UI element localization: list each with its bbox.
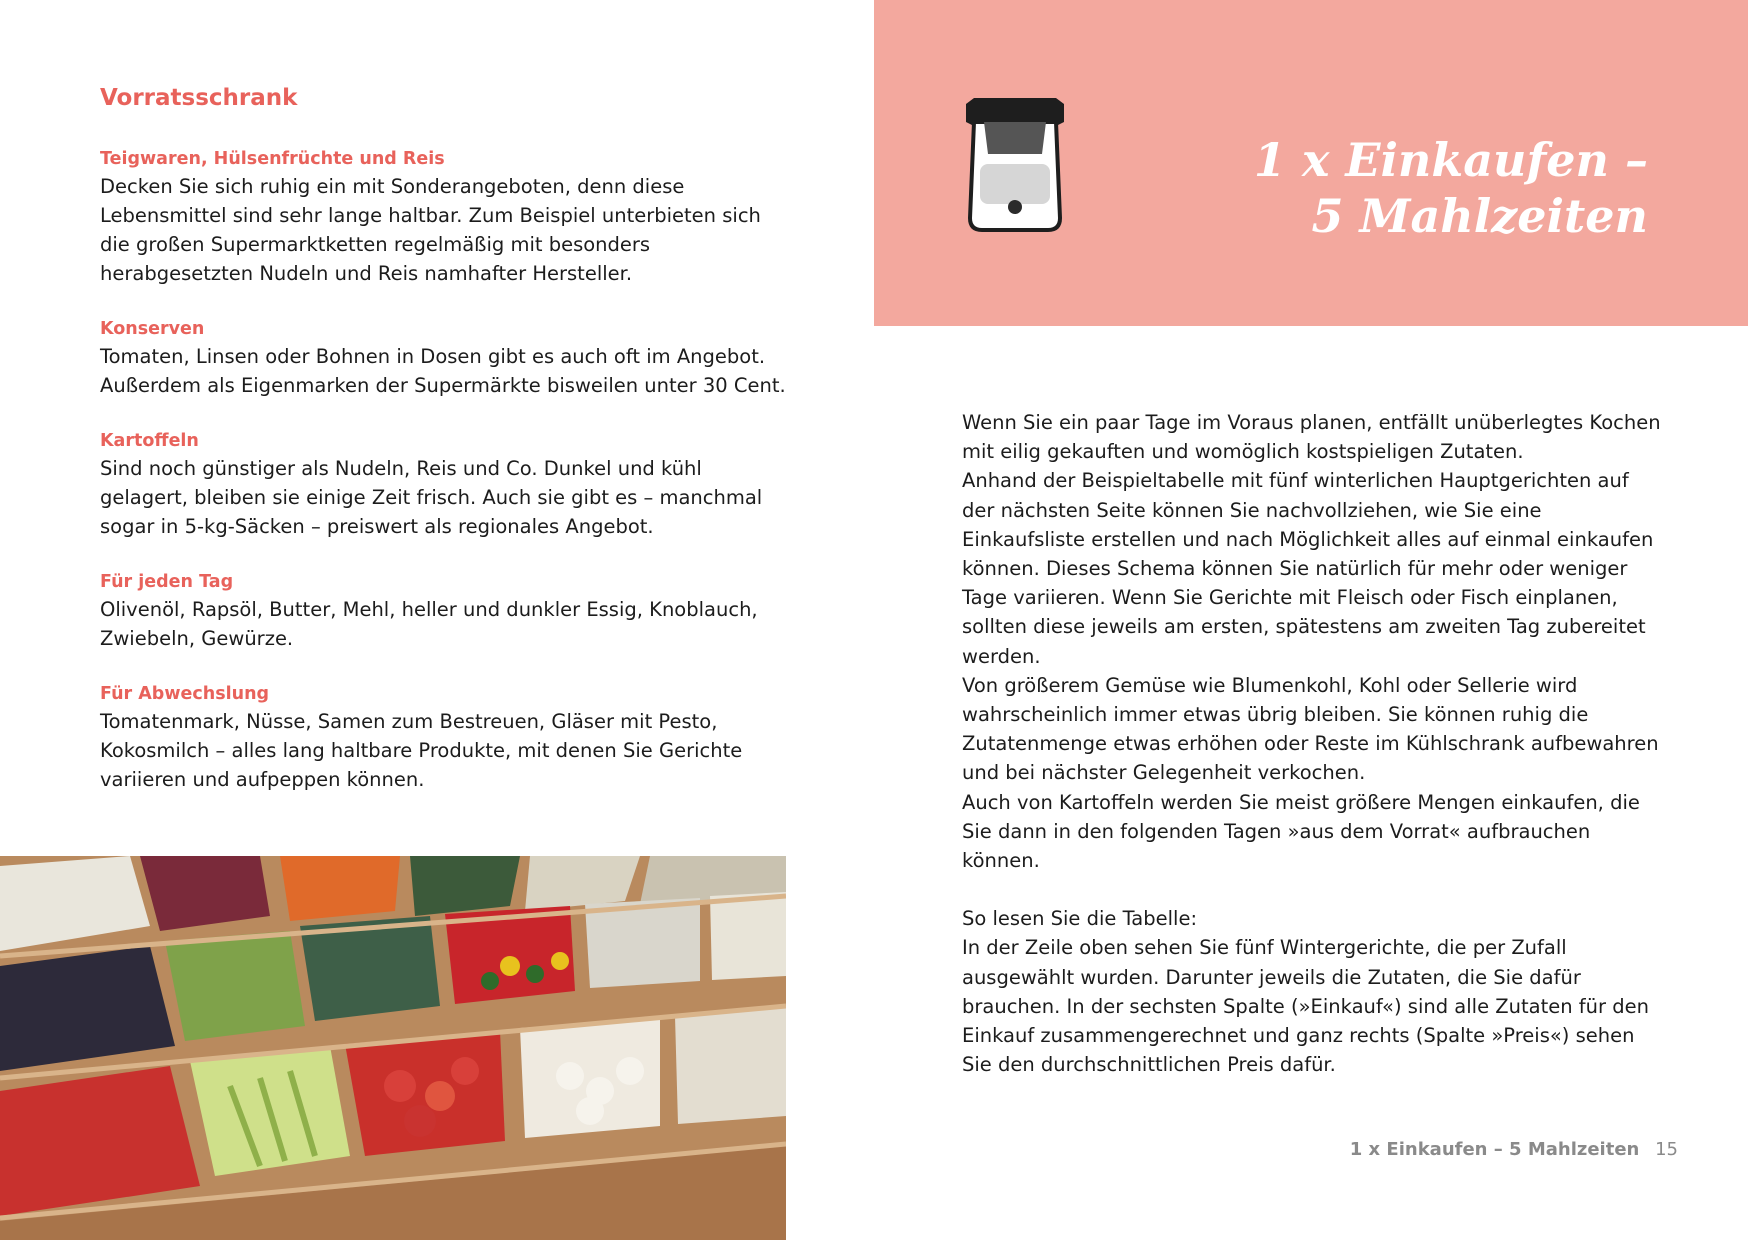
paragraph-gap (962, 875, 1662, 904)
chapter-title-line-2: 5 Mahlzeiten (1311, 189, 1648, 243)
chapter-banner (874, 0, 1748, 326)
section-fuer-abwechslung (100, 681, 790, 794)
subheading-teigwaren: Teigwaren, Hülsenfrüchte und Reis (100, 149, 445, 169)
section-teigwaren (100, 146, 790, 288)
section-konserven (100, 316, 790, 400)
section-heading-vorratsschrank: Vorratsschrank (100, 85, 298, 111)
paragraph-konserven: Tomaten, Linsen oder Bohnen in Dosen gibt es auch oft im Angebot. Außerdem als Eigenmarken der Supermärkte bisweilen unter 30 Cent. (100, 345, 786, 397)
vegetable-market-photo (0, 856, 786, 1240)
paragraph-kartoffeln: Sind noch günstiger als Nudeln, Reis und Co. Dunkel und kühl gelagert, bleiben sie einige Zeit frisch. Auch sie gibt es – manchmal sogar in 5-kg-Säcken – preiswert als regionales Angebot. (100, 457, 763, 538)
paragraph-teigwaren: Decken Sie sich ruhig ein mit Sonderangeboten, denn diese Lebensmittel sind sehr lange haltbar. Zum Beispiel unterbieten sich die großen Supermarktketten regelmäßig mit besonders herabgesetzten Nudeln und Reis namhafter Hersteller. (100, 175, 761, 285)
chapter-title-line-1: 1 x Einkaufen – (1253, 133, 1648, 187)
subheading-fuer-abwechslung: Für Abwechslung (100, 684, 270, 704)
table-intro-title: So lesen Sie die Tabelle: (962, 907, 1198, 931)
subheading-kartoffeln: Kartoffeln (100, 431, 199, 451)
paragraph-fuer-jeden-tag: Olivenöl, Rapsöl, Butter, Mehl, heller und dunkler Essig, Knoblauch, Zwiebeln, Gewürze. (100, 598, 758, 650)
right-page (874, 0, 1748, 1240)
page-footer (1350, 1139, 1678, 1160)
paragraph-kartoffeln-vorrat: Auch von Kartoffeln werden Sie meist größere Mengen einkaufen, die Sie dann in den folgenden Tagen »aus dem Vorrat« aufbrauchen können. (962, 790, 1640, 873)
paragraph-gemuese: Von größerem Gemüse wie Blumenkohl, Kohl oder Sellerie wird wahrscheinlich immer etwas übrig bleiben. Sie können ruhig die Zutatenmenge etwas erhöhen oder Reste im Kühlschrank aufbewahren und bei nächster Gelegenheit verkochen. (962, 673, 1659, 785)
subheading-fuer-jeden-tag: Für jeden Tag (100, 572, 234, 592)
chapter-title (1048, 132, 1648, 244)
table-intro-text: In der Zeile oben sehen Sie fünf Wintergerichte, die per Zufall ausgewählt wurden. Darunter jeweils die Zutaten, die Sie dafür brauchen. In der sechsten Spalte (»Einkauf«) sind alle Zutaten für den Einkauf zusammengerechnet und ganz rechts (Spalte »Preis«) sehen Sie den durchschnittlichen Preis dafür. (962, 936, 1649, 1077)
paragraph-beispieltabelle: Anhand der Beispieltabelle mit fünf winterlichen Hauptgerichten auf der nächsten Seite können Sie nachvollziehen, wie Sie eine Einkaufsliste erstellen und nach Möglichkeit alles auf einmal einkaufen können. Dieses Schema können Sie natürlich für mehr oder weniger Tage variieren. Wenn Sie Gerichte mit Fleisch oder Fisch einplanen, sollten diese jeweils am ersten, spätestens am zweiten Tag zubereitet werden. (962, 469, 1654, 668)
running-footer-title: 1 x Einkaufen – 5 Mahlzeiten (1349, 1139, 1640, 1160)
section-kartoffeln (100, 428, 790, 541)
page-number: 15 (1655, 1139, 1678, 1160)
right-text-column (962, 408, 1662, 1079)
paragraph-fuer-abwechslung: Tomatenmark, Nüsse, Samen zum Bestreuen, Gläser mit Pesto, Kokosmilch – alles lang haltbare Produkte, mit denen Sie Gerichte variieren und aufpeppen können. (100, 710, 743, 791)
paragraph-planen: Wenn Sie ein paar Tage im Voraus planen, entfällt unüberlegtes Kochen mit eilig gekauften und womöglich kostspieligen Zutaten. (962, 411, 1661, 464)
subheading-konserven: Konserven (100, 319, 205, 339)
left-text-column (100, 80, 790, 822)
section-fuer-jeden-tag (100, 569, 790, 653)
